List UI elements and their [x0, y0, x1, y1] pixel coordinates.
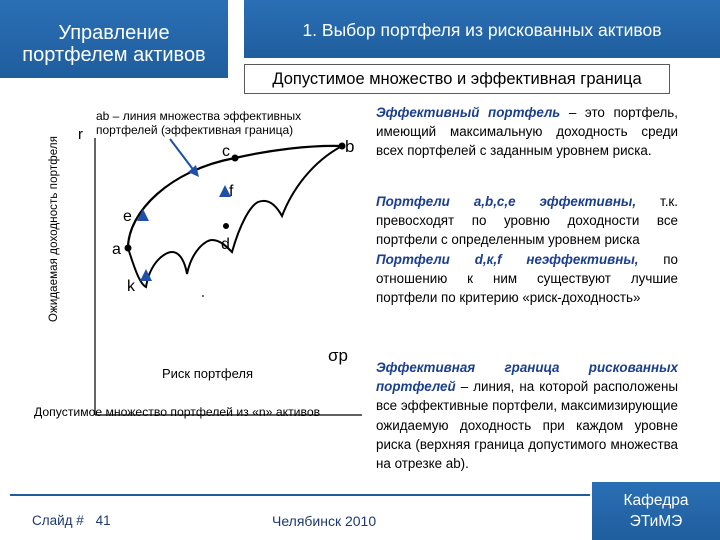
label-b: b [345, 137, 355, 156]
text-efficient-frontier: – линия, на которой расположены все эффективные портфели, максимизирующие ожидаемую доходность при каждом уровне риска (верхняя граница допустимого множества на отрезке ab). [376, 379, 678, 472]
label-a: a [112, 241, 121, 258]
definition-efficient-frontier [376, 358, 678, 473]
text-efficient-points: т.к. превосходят по уровню доходности все портфели с определенным уровнем риска [376, 194, 679, 248]
frontier-pointer-arrowhead [188, 165, 199, 177]
header-topic-banner [244, 0, 720, 58]
text-efficient-portfolio: – это портфель, имеющий максимальную доходность среди всех портфелей с заданным уровнем риска. [376, 105, 678, 159]
label-e: e [123, 208, 132, 225]
point-c [232, 155, 239, 162]
term-inefficient-points: Портфели d,к,f неэффективны, [376, 251, 639, 267]
y-axis-letter: r [78, 126, 83, 143]
term-efficient-points: Портфели a,b,c,e эффективны, [376, 194, 637, 209]
stray-dot [202, 295, 204, 297]
label-d: d [221, 236, 230, 253]
frontier-pointer-arrow [170, 139, 195, 172]
footer-department: Кафедра ЭТиМЭ [592, 482, 720, 540]
feasible-set-lower-boundary [128, 146, 342, 287]
slide-number: 41 [95, 513, 111, 528]
feasible-set-diagram [0, 95, 372, 425]
point-d [223, 223, 229, 229]
term-efficient-frontier: Эффективная граница рискованных портфелей [376, 360, 678, 395]
footer-divider [10, 494, 590, 496]
slide-number-label [32, 513, 111, 528]
topic-title: 1. Выбор портфеля из рискованных активов [302, 20, 662, 40]
frontier-note-line1: ab – линия множества эффективных [96, 109, 302, 123]
term-efficient-portfolio: Эффективный портфель [376, 105, 561, 120]
definition-efficient-portfolio [376, 103, 678, 161]
x-axis-symbol: σp [328, 346, 348, 365]
slide-subtitle: Допустимое множество и эффективная граница [272, 70, 642, 88]
x-axis-label: Риск портфеля [162, 366, 254, 381]
header-course-banner [0, 0, 228, 78]
slide-label: Слайд # [32, 513, 84, 528]
course-title: Управление портфелем активов [22, 22, 206, 66]
label-k: k [127, 278, 135, 295]
text-inefficient-points: по отношению к ним существуют лучшие портфели по критерию «риск-доходность» [376, 251, 679, 306]
label-c: c [222, 143, 230, 160]
definition-efficiency-examples [376, 192, 678, 307]
point-a [125, 245, 132, 252]
diagram-caption: Допустимое множество портфелей из «n» активов [34, 405, 321, 419]
footer-city-year: Челябинск 2010 [272, 513, 377, 529]
label-f: f [229, 183, 234, 200]
frontier-note-line2: портфелей (эффективная граница) [96, 123, 294, 137]
y-axis-label: Ожидаемая доходность портфеля [48, 135, 60, 322]
subtitle-box [244, 64, 670, 94]
